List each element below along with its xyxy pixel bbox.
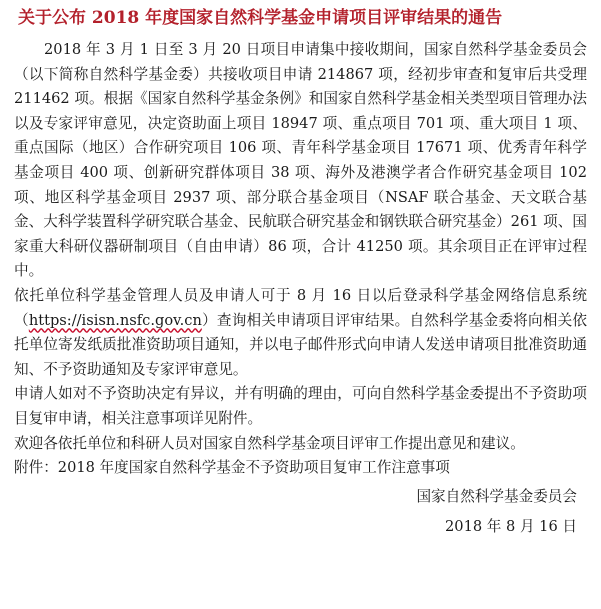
paragraph-query-after-link: ）查询相关申请项目评审结果。自然科学基金委将向相关依托单位寄发纸质批准资助项目通知，并以电子邮件形式向申请人发送申请项目批准资助通知、不予资助通知及专家评审意见。 [14, 311, 587, 378]
paragraph-results-summary: 2018 年 3 月 1 日至 3 月 20 日项目申请集中接收期间，国家自然科学基金委员会（以下简称自然科学基金委）共接收项目申请 214867 项，经初步审查和复审后共受理 211462 项。根据《国家自然科学基金条例》和国家自然科学基金相关类型项目管理办法以及专家评审意见，决定资助面上项目 18947 项、重点项目 701 项、重大项目 1 项、重点国际（地区）合作研究项目 106 项、青年科学基金项目 17671 项、优秀青年科学基金项目 400 项、创新研究群体项目 38 项、海外及港澳学者合作研究基金项目 102 项、地区科学基金项目 2937 项、部分联合基金项目（NSAF 联合基金、天文联合基金、大科学装置科学研究联合基金、民航联合研究基金和钢铁联合研究基金）261 项、国家重大科研仪器研制项目（自由申请）86 项，合计 41250 项。其余项目正在评审过程中。 [14, 41, 587, 280]
signature-org: 国家自然科学基金委员会 [416, 487, 577, 505]
notice-title: 关于公布 2018 年度国家自然科学基金申请项目评审结果的通告 [18, 8, 503, 28]
isisn-link[interactable]: https://isisn.nsfc.gov.cn [28, 311, 202, 329]
attachment-line[interactable]: 附件：2018 年度国家自然科学基金不予资助项目复审工作注意事项 [14, 459, 450, 477]
paragraph-feedback: 欢迎各依托单位和科研人员对国家自然科学基金项目评审工作提出意见和建议。 [14, 434, 525, 452]
paragraph-review-appeal: 申请人如对不予资助决定有异议，并有明确的理由，可向自然科学基金委提出不予资助项目复审申请，相关注意事项详见附件。 [14, 385, 587, 427]
signature-date: 2018 年 8 月 16 日 [445, 517, 577, 535]
paragraph-query-before-link: 依托单位科学基金管理人员及申请人可于 8 月 16 日以后登录科学基金网络信息系统（ [14, 286, 587, 329]
paragraph-query-instructions [14, 284, 587, 382]
